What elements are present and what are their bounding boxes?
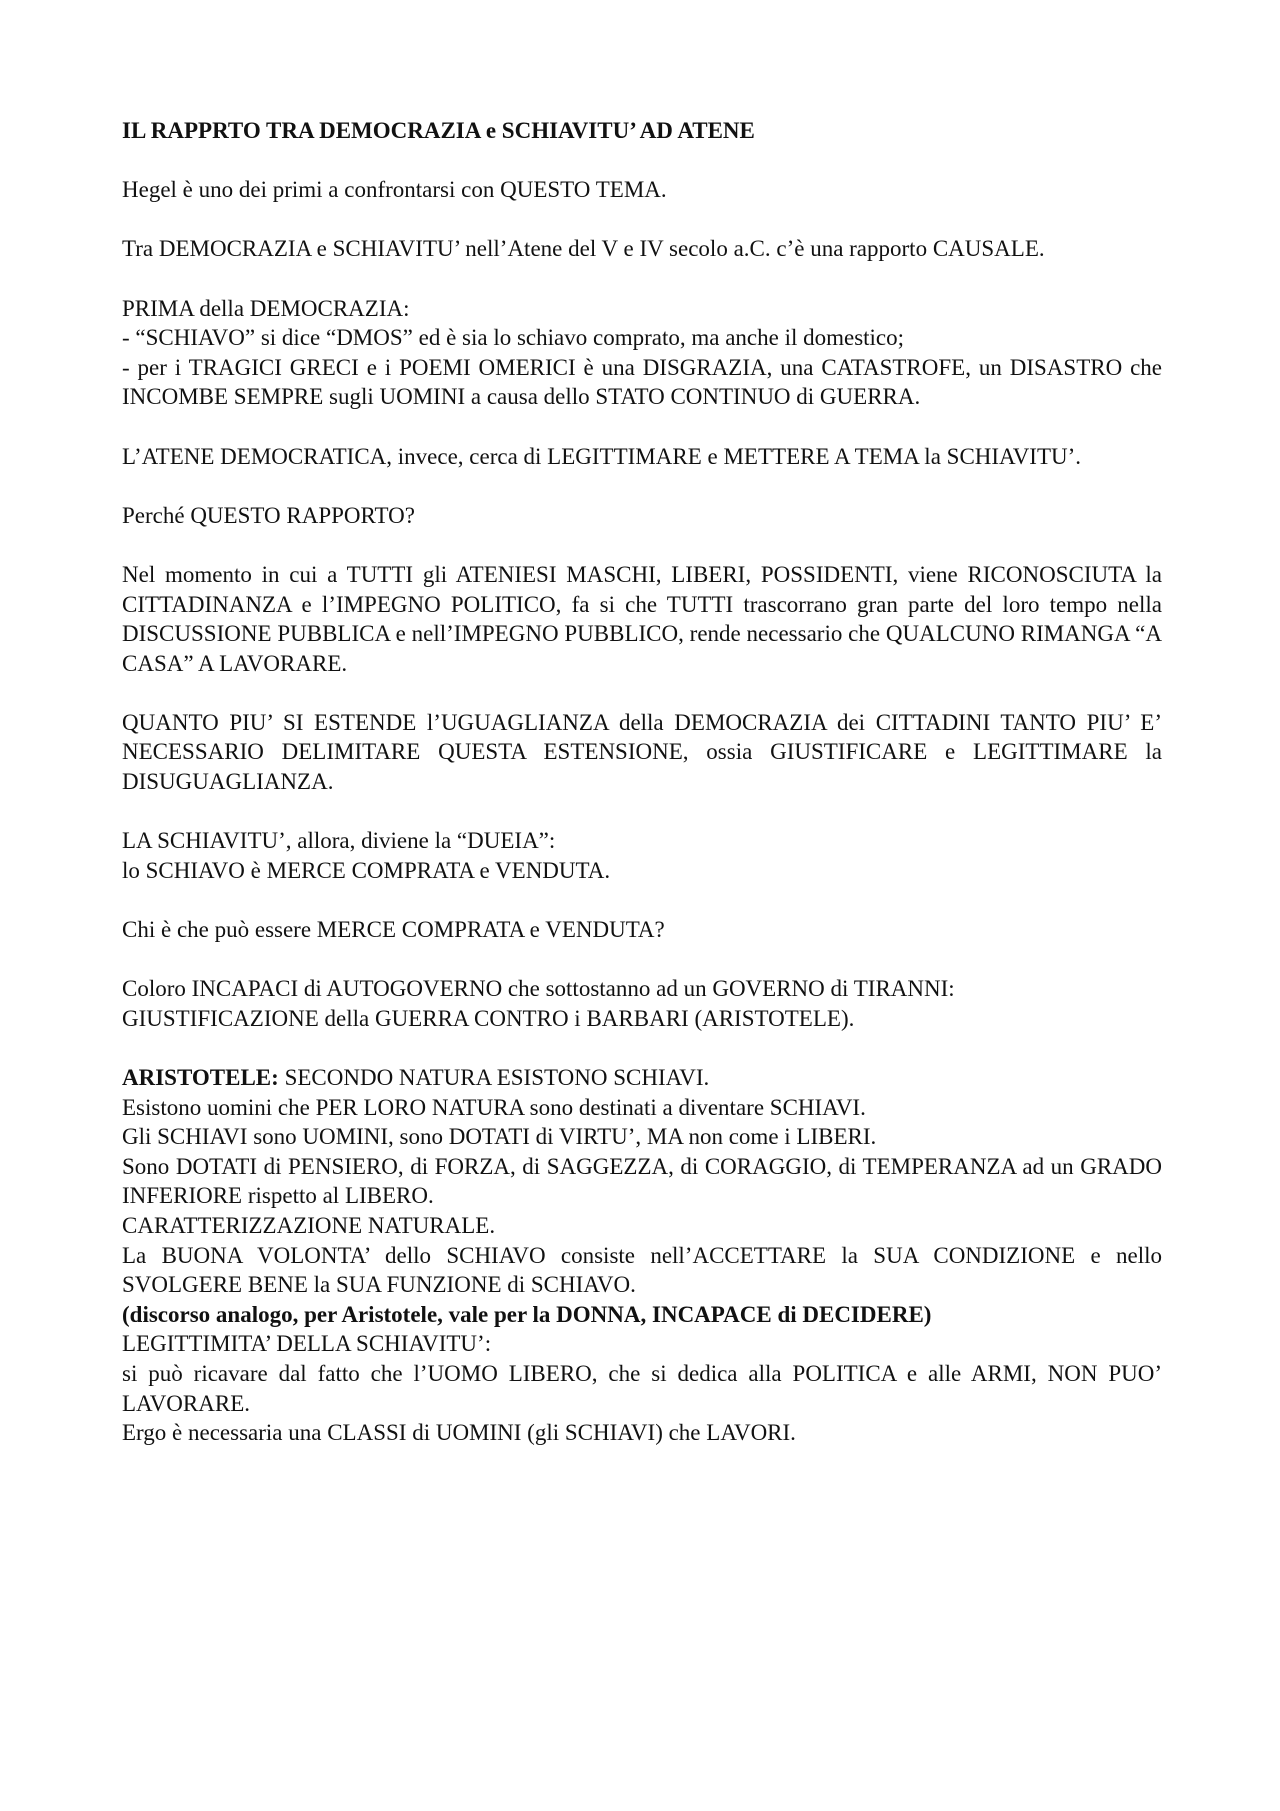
bold-note: (discorso analogo, per Aristotele, vale per la DONNA, INCAPACE di DECIDERE)	[122, 1301, 932, 1327]
section-incapable-self-government	[122, 974, 1162, 1033]
list-item: - “SCHIAVO” si dice “DMOS” ed è sia lo schiavo comprato, ma anche il domestico;	[122, 325, 905, 351]
aristotle-label: ARISTOTELE:	[122, 1065, 279, 1090]
paragraph-who-can-be-sold: Chi è che può essere MERCE COMPRATA e VENDUTA?	[122, 917, 665, 943]
aristotle-heading-text: SECONDO NATURA ESISTONO SCHIAVI.	[278, 1065, 710, 1090]
text-line: Ergo è necessaria una CLASSI di UOMINI (gli SCHIAVI) che LAVORI.	[122, 1420, 796, 1446]
section-heading: PRIMA della DEMOCRAZIA:	[122, 295, 410, 321]
text-line: LEGITTIMITA’ DELLA SCHIAVITU’:	[122, 1331, 492, 1357]
text-line: Coloro INCAPACI di AUTOGOVERNO che sottostanno ad un GOVERNO di TIRANNI:	[122, 976, 955, 1002]
text-line: La BUONA VOLONTA’ dello SCHIAVO consiste nell’ACCETTARE la SUA CONDIZIONE e nello SVOLGERE BENE la SUA FUNZIONE di SCHIAVO.	[122, 1242, 1162, 1298]
text-line: Gli SCHIAVI sono UOMINI, sono DOTATI di VIRTU’, MA non come i LIBERI.	[122, 1124, 877, 1150]
text-line: LA SCHIAVITU’, allora, diviene la “DUEIA”:	[122, 828, 556, 854]
text-line: Sono DOTATI di PENSIERO, di FORZA, di SAGGEZZA, di CORAGGIO, di TEMPERANZA ad un GRADO INFERIORE rispetto al LIBERO.	[122, 1153, 1162, 1209]
text-line: lo SCHIAVO è MERCE COMPRATA e VENDUTA.	[122, 857, 611, 883]
text-line: GIUSTIFICAZIONE della GUERRA CONTRO i BARBARI (ARISTOTELE).	[122, 1005, 855, 1031]
paragraph-hegel: Hegel è uno dei primi a confrontarsi con QUESTO TEMA.	[122, 177, 667, 203]
document-title: IL RAPPRTO TRA DEMOCRAZIA e SCHIAVITU’ AD ATENE	[122, 118, 755, 143]
paragraph-question: Perché QUESTO RAPPORTO?	[122, 502, 415, 528]
text-line: si può ricavare dal fatto che l’UOMO LIBERO, che si dedica alla POLITICA e alle ARMI, NON PUO’ LAVORARE.	[122, 1360, 1162, 1416]
text-line: CARATTERIZZAZIONE NATURALE.	[122, 1212, 496, 1238]
text-line: Esistono uomini che PER LORO NATURA sono destinati a diventare SCHIAVI.	[122, 1094, 866, 1120]
paragraph-democratic-athens: L’ATENE DEMOCRATICA, invece, cerca di LEGITTIMARE e METTERE A TEMA la SCHIAVITU’.	[122, 443, 1082, 469]
paragraph-causal-relation: Tra DEMOCRAZIA e SCHIAVITU’ nell’Atene del V e IV secolo a.C. c’è una rapporto CAUSALE.	[122, 236, 1045, 262]
aristotle-heading	[122, 1063, 1162, 1093]
section-slavery-merchandise	[122, 826, 1162, 885]
section-aristotle	[122, 1063, 1162, 1448]
paragraph-citizenship: Nel momento in cui a TUTTI gli ATENIESI MASCHI, LIBERI, POSSIDENTI, viene RICONOSCIUTA la CITTADINANZA e l’IMPEGNO POLITICO, fa si che TUTTI trascorrano gran parte del loro tempo nella DISCUSSIONE PUBBLICA e nell’IMPEGNO PUBBLICO, rende necessario che QUALCUNO RIMANGA “A CASA” A LAVORARE.	[122, 561, 1162, 676]
paragraph-equality: QUANTO PIU’ SI ESTENDE l’UGUAGLIANZA della DEMOCRAZIA dei CITTADINI TANTO PIU’ E’ NECESSARIO DELIMITARE QUESTA ESTENSIONE, ossia GIUSTIFICARE e LEGITTIMARE la DISUGUAGLIANZA.	[122, 709, 1162, 795]
document-page	[122, 116, 1162, 1448]
list-item: - per i TRAGICI GRECI e i POEMI OMERICI è una DISGRAZIA, una CATASTROFE, un DISASTRO che INCOMBE SEMPRE sugli UOMINI a causa dello STATO CONTINUO di GUERRA.	[122, 354, 1162, 410]
section-before-democracy	[122, 294, 1162, 412]
